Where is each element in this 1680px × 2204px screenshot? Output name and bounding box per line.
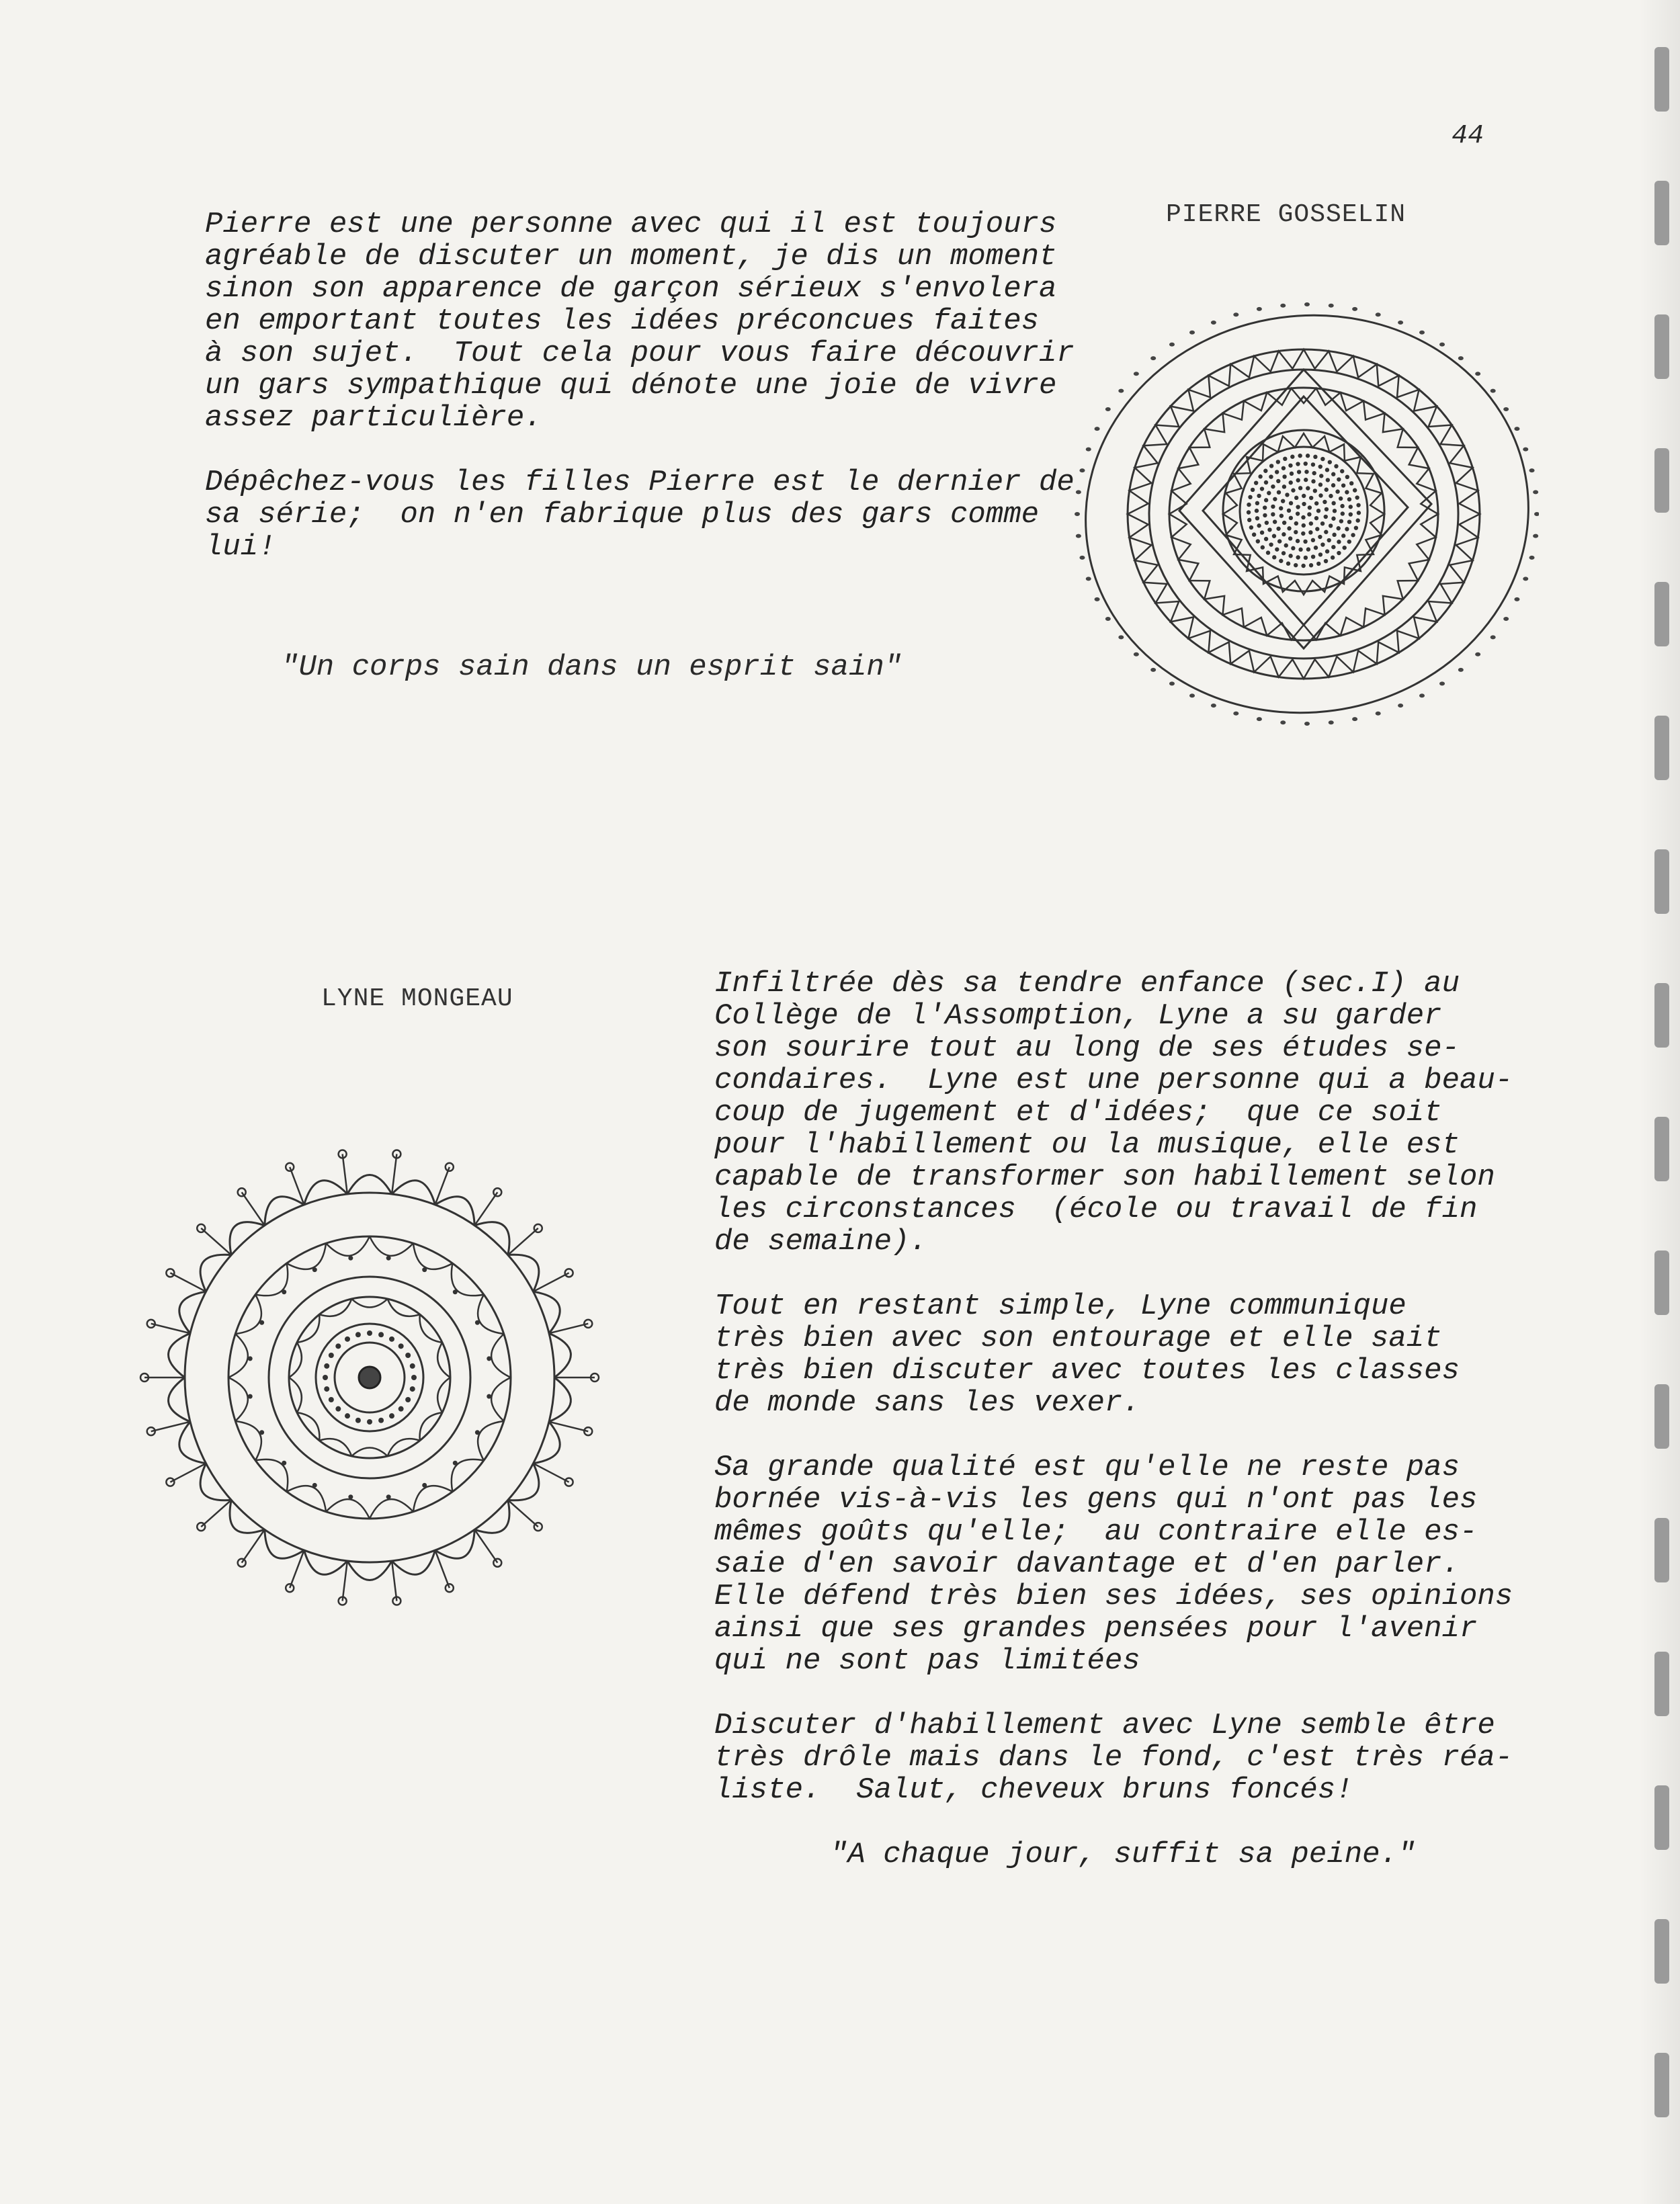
text-line: condaires. Lyne est une personne qui a beau-	[714, 1064, 1513, 1097]
scallop	[413, 1486, 453, 1512]
text-line: Dépêchez-vous les filles Pierre est le dernier de	[205, 466, 1075, 499]
lyne-name-heading: LYNE MONGEAU	[321, 984, 513, 1013]
scallop	[319, 1439, 351, 1456]
lyne-paragraph-4	[714, 1709, 1513, 1806]
scallop	[319, 1299, 351, 1316]
pierre-quote: "Un corps sain dans un esprit sain"	[281, 650, 902, 684]
binding-tab	[1654, 1919, 1669, 1984]
zigzag-ring	[1169, 388, 1438, 640]
scallop	[326, 1236, 370, 1256]
text-line: Pierre est une personne avec qui il est toujours	[205, 208, 1057, 241]
text-line: Discuter d'habillement avec Lyne semble être	[714, 1709, 1495, 1742]
binding-tab	[1654, 849, 1669, 914]
binding-tab	[1654, 983, 1669, 1048]
scallop	[392, 1181, 435, 1205]
text-line: un gars sympathique qui dénote une joie de vivre	[205, 369, 1057, 402]
scallop	[347, 1175, 392, 1195]
scallop	[235, 1421, 261, 1461]
binding-tab	[1654, 1384, 1669, 1449]
binding-tab	[1654, 716, 1669, 780]
scallop	[235, 1295, 261, 1334]
text-line: capable de transformer son habillement selon	[714, 1160, 1495, 1194]
scallop	[304, 1181, 347, 1205]
binding-tab	[1654, 1518, 1669, 1582]
scallop	[287, 1486, 327, 1512]
lyne-quote-wrap	[714, 1838, 1513, 1871]
scallop	[478, 1421, 504, 1461]
scallop	[297, 1412, 320, 1441]
text-line: Collège de l'Assomption, Lyne a su garder	[714, 999, 1442, 1033]
page-number: 44	[1452, 121, 1484, 151]
scallop	[287, 1243, 327, 1269]
scallop	[491, 1378, 511, 1421]
scallop	[297, 1314, 320, 1343]
text-line: de monde sans les vexer.	[714, 1386, 1140, 1420]
scallop	[228, 1334, 248, 1378]
pierre-description	[205, 208, 1075, 563]
lyne-description	[714, 968, 1513, 1871]
scallop	[304, 1550, 347, 1574]
scallop	[420, 1314, 443, 1343]
lyne-mandala-drawing	[134, 1142, 605, 1613]
scallop	[370, 1236, 413, 1256]
scallop	[388, 1299, 420, 1316]
text-line: Infiltrée dès sa tendre enfance (sec.I) au	[714, 967, 1460, 1001]
text-line: agréable de discuter un moment, je dis un moment	[205, 240, 1057, 273]
binding-tab	[1654, 47, 1669, 112]
text-line: mêmes goûts qu'elle; au contraire elle es-	[714, 1515, 1478, 1549]
scallop	[491, 1334, 511, 1378]
text-line: sa série; on n'en fabrique plus des gars comme	[205, 498, 1040, 532]
text-line: très drôle mais dans le fond, c'est très réa-	[714, 1741, 1513, 1775]
text-line: sinon son apparence de garçon sérieux s'envolera	[205, 272, 1057, 306]
text-line: Elle défend très bien ses idées, ses opinions	[714, 1580, 1513, 1613]
text-line: ainsi que ses grandes pensées pour l'avenir	[714, 1612, 1478, 1646]
pierre-mandala-drawing	[1068, 282, 1539, 766]
text-line: coup de jugement et d'idées; que ce soit	[714, 1096, 1442, 1130]
text-line: qui ne sont pas limitées	[714, 1644, 1140, 1678]
binding-tab	[1654, 1785, 1669, 1850]
pierre-paragraph-1	[205, 208, 1075, 434]
scallop	[478, 1295, 504, 1334]
scallop	[228, 1378, 248, 1421]
text-line: Sa grande qualité est qu'elle ne reste pas	[714, 1451, 1460, 1484]
text-line: les circonstances (école ou travail de fin	[714, 1193, 1478, 1226]
scallop	[413, 1243, 453, 1269]
pierre-paragraph-2	[205, 466, 1075, 563]
text-line: liste. Salut, cheveux bruns foncés!	[714, 1773, 1353, 1807]
text-line: de semaine).	[714, 1225, 927, 1259]
text-line: Tout en restant simple, Lyne communique	[714, 1289, 1406, 1323]
scallop	[326, 1499, 370, 1519]
text-line: bornée vis-à-vis les gens qui n'ont pas les	[714, 1483, 1478, 1517]
binding-tab	[1654, 314, 1669, 379]
pierre-name-heading: PIERRE GOSSELIN	[1166, 200, 1406, 229]
binding-tab	[1654, 1652, 1669, 1716]
lyne-paragraph-1	[714, 968, 1513, 1258]
lyne-paragraph-2	[714, 1290, 1513, 1419]
binding-tab	[1654, 1117, 1669, 1181]
text-line: très bien discuter avec toutes les classes	[714, 1354, 1460, 1388]
scallop	[388, 1439, 420, 1456]
scallop	[392, 1550, 435, 1574]
zigzag-ring	[1128, 349, 1480, 679]
text-line: son sourire tout au long de ses études se-	[714, 1031, 1460, 1065]
lyne-paragraph-3	[714, 1451, 1513, 1677]
scallop	[351, 1448, 387, 1457]
binding-tab	[1654, 448, 1669, 513]
text-line: pour l'habillement ou la musique, elle est	[714, 1128, 1460, 1162]
text-line: saie d'en savoir davantage et d'en parler.	[714, 1548, 1460, 1581]
text-line: assez particulière.	[205, 401, 542, 435]
text-line: lui!	[205, 530, 276, 564]
text-line: en emportant toutes les idées préconcues faites	[205, 304, 1040, 338]
lyne-quote: "A chaque jour, suffit sa peine."	[830, 1838, 1416, 1871]
binding-tab	[1654, 1251, 1669, 1315]
binding-tab	[1654, 181, 1669, 245]
scallop	[347, 1561, 392, 1580]
binding-tab	[1654, 2053, 1669, 2117]
binding-tab	[1654, 582, 1669, 646]
text-line: à son sujet. Tout cela pour vous faire découvrir	[205, 337, 1075, 370]
scallop	[351, 1299, 387, 1308]
scallop	[370, 1499, 413, 1519]
text-line: très bien avec son entourage et elle sait	[714, 1322, 1442, 1355]
scallop	[420, 1412, 443, 1441]
